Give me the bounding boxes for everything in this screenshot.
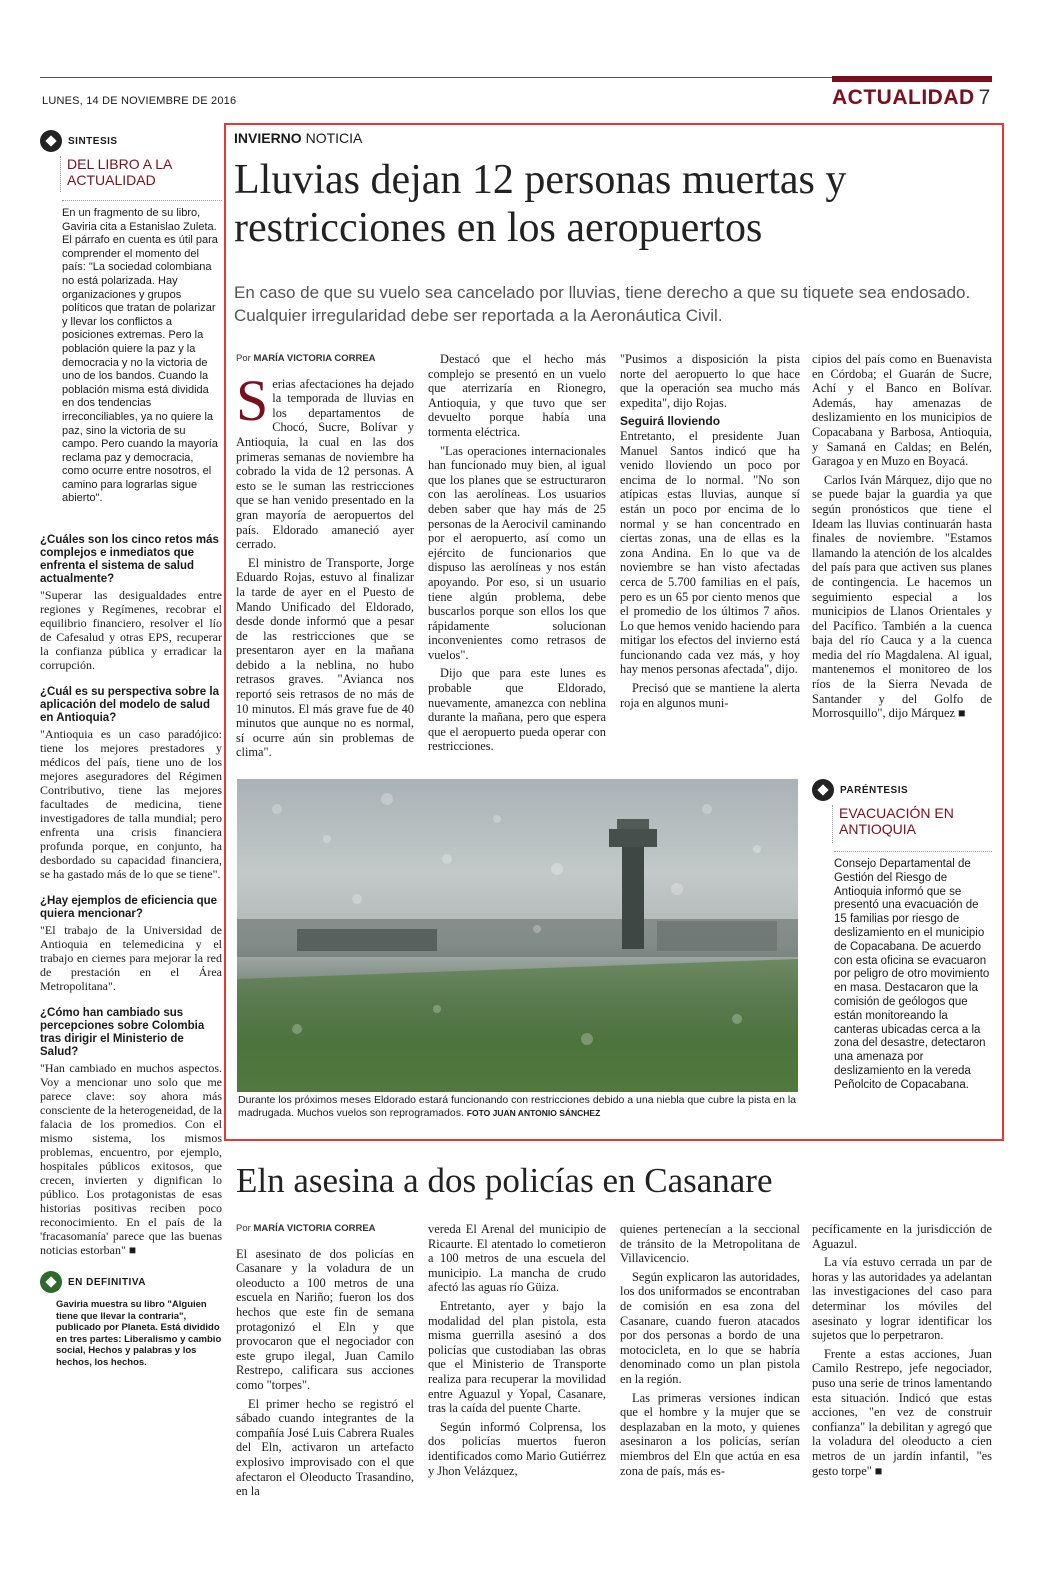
interview-qa-2	[40, 686, 222, 881]
definitiva-icon	[40, 1271, 62, 1293]
parentesis-icon	[812, 779, 834, 801]
en-definitiva-box	[40, 1271, 222, 1368]
paragraph: Destacó que el hecho más complejo se presentó en un vuelo que aterrizaría en Rionegro, Antioquia, y que tuvo que ser devuelto porque había una tormenta eléctrica.	[428, 352, 606, 439]
article2-column-3	[620, 1222, 800, 1482]
article2-column-4	[812, 1222, 992, 1482]
article1-subhead: Seguirá lloviendo	[620, 414, 721, 429]
kicker-type: NOTICIA	[305, 130, 363, 146]
sintesis-text: En un fragmento de su libro, Gaviria cita a Estanislao Zuleta. El párrafo en cuenta es útil para comprender el momento del país: "La sociedad colombiana no está polarizada. Hay organizaciones y grupos políticos que tratan de polarizar y llevar los conflictos a posiciones extremas. Pero la población quiere la paz y la democracia y no la victoria de uno de los bandos. Cuando la población misma está dividida en dos tendencias irreconciliables, ya no quiere la paz, sino la victoria de su campo. Pero cuando la mayoría reclama paz y democracia, como ocurre entre nosotros, el camino para lograrlas sigue abierto".	[62, 200, 222, 506]
paragraph: El primer hecho se registró el sábado cuando integrantes de la compañía José Luis Cabrera Ruales del Eln, activaron un artefacto explosivo improvisado con el que afectaron el Oleoducto Trasandino, en la	[236, 1396, 414, 1499]
question: ¿Cuál es su perspectiva sobre la aplicación del modelo de salud en Antioquia?	[40, 686, 219, 725]
parentesis-label-row	[812, 779, 992, 801]
paragraph: "Pusimos a disposición la pista norte del aeropuerto lo que hace que la operación sea mucho más expedita", dijo Rojas.	[620, 352, 800, 410]
paragraph: pecíficamente en la jurisdicción de Aguazul.	[812, 1222, 992, 1251]
dropcap: S	[236, 367, 269, 433]
paragraph: La vía estuvo cerrada un par de horas y las autoridades ya adelantan las investigaciones del caso para determinar los móviles del asesinato y lograr identificar los sujetos que lo perpetraron.	[812, 1255, 992, 1343]
paragraph: Frente a estas acciones, Juan Camilo Restrepo, jefe negociador, puso una serie de trinos lamentando esta situación. Indicó que estas acciones, "en vez de construir confianza" la debilitan y agregó que la voladura del oleoducto a cien metros de un jardín infantil, "es gesto torpe" ■	[812, 1346, 992, 1478]
parentesis-box	[812, 779, 992, 1093]
article1-column-1	[236, 352, 414, 764]
definitiva-label-row	[40, 1271, 222, 1293]
photo-caption	[238, 1094, 798, 1120]
sidebar	[40, 130, 222, 1368]
article2-byline: Por MARÍA VICTORIA CORREA	[236, 1223, 376, 1234]
paragraph: El asesinato de dos policías en Casanare y la voladura de un oleoducto a 100 metros de una escuela en Nariño; fueron los dos hechos que este fin de semana protagonizó el Eln y que provocaron que el negociador con este grupo ilegal, Juan Camilo Restrepo, calificara sus acciones como "torpes".	[236, 1246, 414, 1392]
article2-column-1	[236, 1222, 414, 1503]
definitiva-label: EN DEFINITIVA	[68, 1276, 146, 1288]
answer: "Superar las desigualdades entre regiones y Regímenes, recobrar el equilibrio financiero, resolver el lío de Cafesalud y otras EPS, recuperar la confianza pública y erradicar la corrupción.	[40, 588, 222, 673]
sintesis-label: SINTESIS	[68, 135, 118, 147]
parentesis-heading: EVACUACIÓN EN ANTIOQUIA	[832, 805, 992, 843]
article-kicker	[234, 130, 362, 146]
photo-credit: FOTO JUAN ANTONIO SÁNCHEZ	[466, 1108, 601, 1118]
page-number: 7	[978, 86, 991, 109]
article1-column-2	[428, 352, 606, 758]
airport-control-tower-illustration	[237, 779, 798, 1092]
question: ¿Cómo han cambiado sus percepciones sobre Colombia tras dirigir el Ministerio de Salud?	[40, 1007, 205, 1059]
article-headline: Lluvias dejan 12 personas muertas y restricciones en los aeropuertos	[234, 157, 847, 251]
article1-byline: Por MARÍA VICTORIA CORREA	[236, 353, 376, 364]
article2-headline: Eln asesina a dos policías en Casanare	[236, 1161, 773, 1200]
issue-date: LUNES, 14 DE NOVIEMBRE DE 2016	[42, 95, 237, 107]
interview-qa-4	[40, 1007, 222, 1257]
sintesis-heading: DEL LIBRO A LA ACTUALIDAD	[60, 156, 222, 192]
paragraph: Carlos Iván Márquez, dijo que no se puede bajar la guardia ya que según pronósticos que tiene el Ideam las lluvias continuarán hasta finales de noviembre. "Estamos llamando la atención de los alcaldes del país para que activen sus planes de contingencia. Le hacemos un seguimiento especial a los municipios de Llanos Orientales y del Pacífico. También a la cuenca baja del río Cauca y a la cuenca media del río Magdalena. Al igual, mantenemos el monitoreo de los ríos de la Sierra Nevada de Santander y del Golfo de Morrosquillo", dijo Márquez ■	[812, 472, 992, 721]
question: ¿Hay ejemplos de eficiencia que quiera mencionar?	[40, 895, 218, 921]
airport-rain-photo	[237, 779, 798, 1092]
caption-text: Durante los próximos meses Eldorado estará funcionando con restricciones debido a una niebla que cubre la pista en la madrugada. Muchos vuelos son reprogramados.	[238, 1094, 797, 1119]
interview-qa-1	[40, 534, 222, 672]
section-color-bar	[832, 76, 992, 82]
sintesis-icon	[40, 130, 62, 152]
interview-qa-3	[40, 895, 222, 993]
paragraph: Dijo que para este lunes es probable que Eldorado, nuevamente, amanezca con neblina durante la mañana, pero que espera que el aeropuerto pueda operar con restricciones.	[428, 666, 606, 754]
section-name: ACTUALIDAD	[832, 86, 975, 109]
paragraph: Entretanto, el presidente Juan Manuel Santos indicó que ha venido lloviendo un poco por encima de lo normal. "No son atípicas estas lluvias, aunque sí están un poco por encima de lo normal y se han concentrado en ciertas zonas, una de ellas es la zona Andina. En lo que va de noviembre se han visto afectadas cerca de 5.700 familias en el país, pero es un 65 por ciento menos que el promedio de los últimos 7 años. Lo que hemos venido haciendo para mitigar los efectos del invierno está funcionando cada vez más, y hoy hay menos personas afectada", dijo.	[620, 428, 800, 677]
answer: "Antioquia es un caso paradójico: tiene los mejores prestadores y médicos del país, tiene uno de los mejores aseguradores del Régimen Contributivo, tiene las mejores facultades de medicina, tiene investigadores de talla mundial; pero enfrenta una crisis financiera profunda porque, en conjunto, ha desbordado su capacidad financiera, se ha gastado más de lo que se tiene".	[40, 727, 222, 882]
article1-lead: Serias afectaciones ha dejado la temporada de lluvias en los departamentos de Chocó, Sucre, Bolívar y Antioquia, la cual en las dos primeras semanas de noviembre ha cobrado la vida de 12 personas. A esto se le suman las restricciones que se han venido presentado en la gran mayoría de aeropuertos del país. Eldorado amaneció ayer cerrado.	[236, 367, 414, 552]
article-deck: En caso de que su vuelo sea cancelado por lluvias, tiene derecho a que su tiquete sea endosado. Cualquier irregularidad debe ser reportada a la Aeronáutica Civil.	[234, 283, 971, 325]
paragraph: Precisó que se mantiene la alerta roja en algunos muni-	[620, 681, 800, 710]
paragraph: Según explicaron las autoridades, los dos uniformados se encontraban de comisión en esa zona del Casanare, cuando fueron atacados por dos personas a bordo de una motocicleta, en lo que se habría denominado como un plan pistola en la región.	[620, 1269, 800, 1386]
article2-column-2	[428, 1222, 606, 1482]
definitiva-text: Gaviria muestra su libro "Alguien tiene que llevar la contraria", publicado por Planeta. Está dividido en tres partes: Liberalismo y cambio social, Hechos y palabras y los hechos, los hechos.	[56, 1299, 222, 1368]
paragraph: cipios del país como en Buenavista en Córdoba; el Guarán de Sucre, Achí y el Banco en Bolívar. Además, hay amenazas de deslizamiento en los municipios de Copacabana y Barbosa, Antioquia, y Samaná en Caldas; en Belén, Garagoa y en Muzo en Boyacá.	[812, 352, 992, 469]
parentesis-label: PARÉNTESIS	[840, 784, 909, 796]
section-title	[832, 86, 991, 110]
paragraph: El ministro de Transporte, Jorge Eduardo Rojas, estuvo al finalizar la tarde de ayer en el Puesto de Mando Unificado del Eldorado, desde donde informó que a pesar de las restricciones que se presentaron ayer en la mañana debido a la neblina, no hubo retrasos graves. "Avianca nos reportó seis retrasos de no más de 10 minutos. El más grave fue de 40 minutos que aunque no es normal, sí ocurre aún sin problemas de clima".	[236, 555, 414, 760]
paragraph: "Las operaciones internacionales han funcionado muy bien, al igual que los planes que se estructuraron con las aerolíneas. Los usuarios deben saber que hay más de 25 personas de la Aerocivil caminando por el aeropuerto, así como un ejército de funcionarios que dispuso las aerolíneas y nos están apoyando. Por eso, si un usuario tiene algún problema, debe buscarlos porque son ellos los que rápidamente solucionan inconvenientes como retrasos de vuelos".	[428, 443, 606, 662]
paragraph: Según informó Colprensa, los dos policías muertos fueron identificados como Mario Gutiérrez y Jhon Velázquez,	[428, 1419, 606, 1478]
paragraph: quienes pertenecían a la seccional de tránsito de la Metropolitana de Villavicencio.	[620, 1222, 800, 1266]
paragraph: Entretanto, ayer y bajo la modalidad del plan pistola, esta misma guerrilla asesinó a dos policías que custodiaban las obras que el Ministerio de Transporte realiza para recuperar la movilidad entre Aguazul y Yopal, Casanare, tras la caída del puente Charte.	[428, 1298, 606, 1416]
kicker-topic: INVIERNO	[234, 130, 302, 146]
answer: "Han cambiado en muchos aspectos. Voy a mencionar uno solo que me parece clave: soy ahora más consciente de la heterogeneidad, de la falacia de los promedios. Con el mismo sistema, los mismos problemas, encuentro, por ejemplo, hospitales públicos exitosos, que crecen, invierten y dignifican lo público. Los protagonistas de esas historias positivas reciben poco reconocimiento. En el país de la 'fracasomanía' parece que las buenas noticias estorban" ■	[40, 1061, 222, 1258]
paragraph: Las primeras versiones indican que el hombre y la mujer que se desplazaban en la moto, y quienes asesinaron a los policías, serían miembros del Eln que actúa en esa zona de país, más es-	[620, 1390, 800, 1478]
parentesis-text: Consejo Departamental de Gestión del Riesgo de Antioquia informó que se presentó una evacuación de 15 familias por riesgo de deslizamiento en el municipio de Copacabana. De acuerdo con esta oficina se evacuaron por peligro de otro movimiento en masa. Destacaron que la comisión de geólogos que están monitoreando la canteras ubicadas cerca a la zona del desastre, detectaron una amenaza por deslizamiento en la vereda Peñolcito de Copacabana.	[834, 851, 992, 1093]
article1-column-3	[620, 352, 800, 714]
sintesis-label-row	[40, 130, 222, 152]
article1-column-4	[812, 352, 992, 725]
paragraph: vereda El Arenal del municipio de Ricaurte. El atentado lo cometieron a 100 metros de una escuela del municipio. La mancha de crudo afectó las aguas río Güiza.	[428, 1222, 606, 1295]
answer: "El trabajo de la Universidad de Antioquia en telemedicina y el trabajo en ciernes para mejorar la red de prestación en el Área Metropolitana".	[40, 923, 222, 994]
question: ¿Cuáles son los cinco retos más complejos e inmediatos que enfrenta el sistema de salud actualmente?	[40, 534, 219, 586]
